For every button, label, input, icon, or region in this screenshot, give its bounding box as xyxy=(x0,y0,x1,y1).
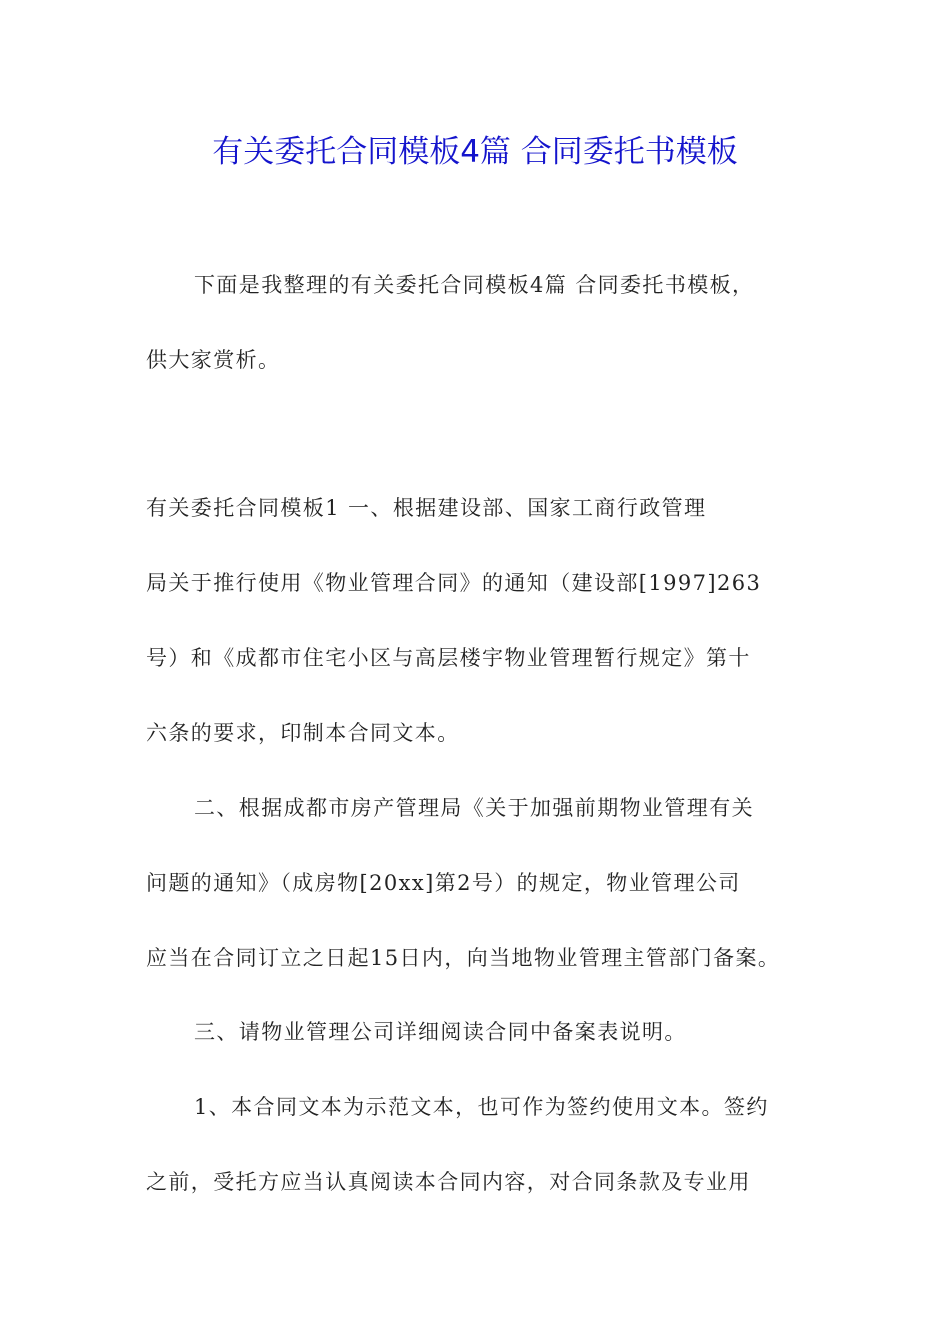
paragraph-line: 供大家赏析。 xyxy=(146,348,281,372)
paragraph-line: 1、本合同文本为示范文本，也可作为签约使用文本。签约 xyxy=(194,1095,769,1119)
paragraph-line: 局关于推行使用《物业管理合同》的通知（建设部[1997]263 xyxy=(146,571,762,595)
document-title: 有关委托合同模板4篇 合同委托书模板 xyxy=(212,134,738,170)
paragraph-line: 号）和《成都市住宅小区与高层楼宇物业管理暂行规定》第十 xyxy=(146,646,751,670)
paragraph-line: 二、根据成都市房产管理局《关于加强前期物业管理有关 xyxy=(194,796,754,820)
paragraph-line: 有关委托合同模板1 一、根据建设部、国家工商行政管理 xyxy=(146,496,707,520)
paragraph-line: 下面是我整理的有关委托合同模板4篇 合同委托书模板， xyxy=(194,273,755,297)
paragraph-line: 三、请物业管理公司详细阅读合同中备案表说明。 xyxy=(194,1020,687,1044)
paragraph-line: 六条的要求，印制本合同文本。 xyxy=(146,721,460,745)
paragraph-line: 问题的通知》（成房物[20xx]第2号）的规定，物业管理公司 xyxy=(146,871,741,895)
paragraph-line: 应当在合同订立之日起15日内，向当地物业管理主管部门备案。 xyxy=(146,946,781,970)
paragraph-line: 之前，受托方应当认真阅读本合同内容，对合同条款及专业用 xyxy=(146,1170,751,1194)
